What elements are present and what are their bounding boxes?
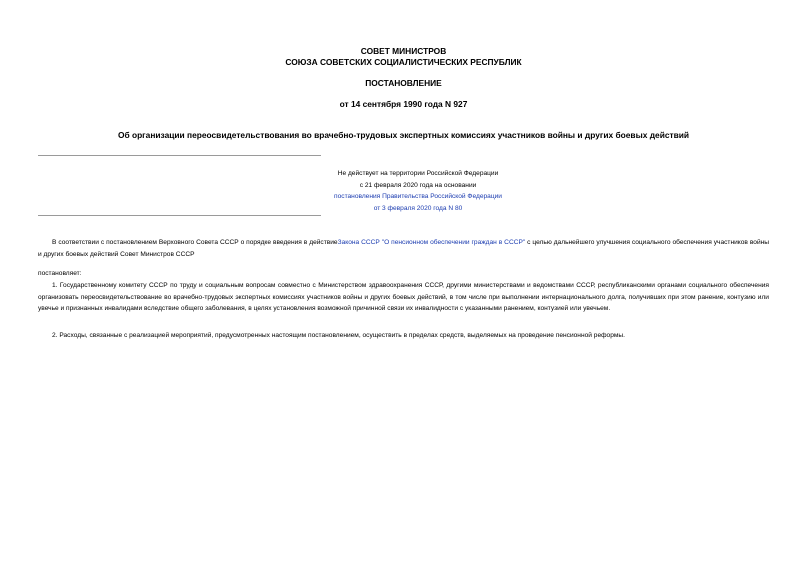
law-link[interactable]: Закона СССР "О пенсионном обеспечении граждан в СССР"	[337, 239, 526, 246]
status-decree-link[interactable]	[268, 191, 568, 214]
top-divider	[38, 155, 321, 156]
status-line-1: Не действует на территории Российской Федерации	[337, 170, 499, 177]
status-note	[268, 168, 568, 214]
item-2-paragraph: 2. Расходы, связанные с реализацией мероприятий, предусмотренных настоящим постановлением, осуществить в пределах средств, выделяемых на проведение пенсионной реформы.	[52, 332, 625, 339]
status-line-2: с 21 февраля 2020 года на основании	[359, 181, 477, 189]
document-type: ПОСТАНОВЛЕНИЕ	[365, 78, 442, 88]
item-1-paragraph: 1. Государственному комитету СССР по труду и социальным вопросам совместно с Министерством здравоохранения СССР, другими министерствами и ведомствами СССР, республиканскими органами социального обеспечения организовать переосвидетельствование во врачебно-трудовых экспертных комиссиях участников войны и других боевых действий, в том числе при выполнении интернационального долга, получивших при этом ранение, контузию или увечье и признанных инвалидами вследствие общего заболевания, в целях установления возможной причинной связи их инвалидности с указанными ранением, контузией или увечьем.	[38, 282, 769, 313]
document-title: Об организации переосвидетельствования во врачебно-трудовых экспертных комиссиях участников войны и других боевых действий	[117, 130, 690, 140]
status-link-line-1: постановления Правительства Российской Федерации	[334, 193, 502, 200]
status-link-line-2: от 3 февраля 2020 года N 80	[373, 204, 463, 212]
issuer-line-1: СОВЕТ МИНИСТРОВ	[360, 46, 447, 56]
bottom-divider	[38, 215, 321, 216]
resolves-label: постановляет:	[38, 270, 82, 277]
preamble-text: В соответствии с постановлением Верховного Совета СССР о порядке введения в действие	[52, 239, 338, 246]
preamble-paragraph	[38, 237, 769, 260]
document-date-number: от 14 сентября 1990 года N 927	[339, 99, 468, 109]
preamble-text-end: с целью дальнейшего улучшения социального обеспечения участников войны и других боевых действий Совет Министров СССР	[38, 239, 770, 258]
issuer-line-2: СОЮЗА СОВЕТСКИХ СОЦИАЛИСТИЧЕСКИХ РЕСПУБЛИК	[285, 57, 522, 67]
